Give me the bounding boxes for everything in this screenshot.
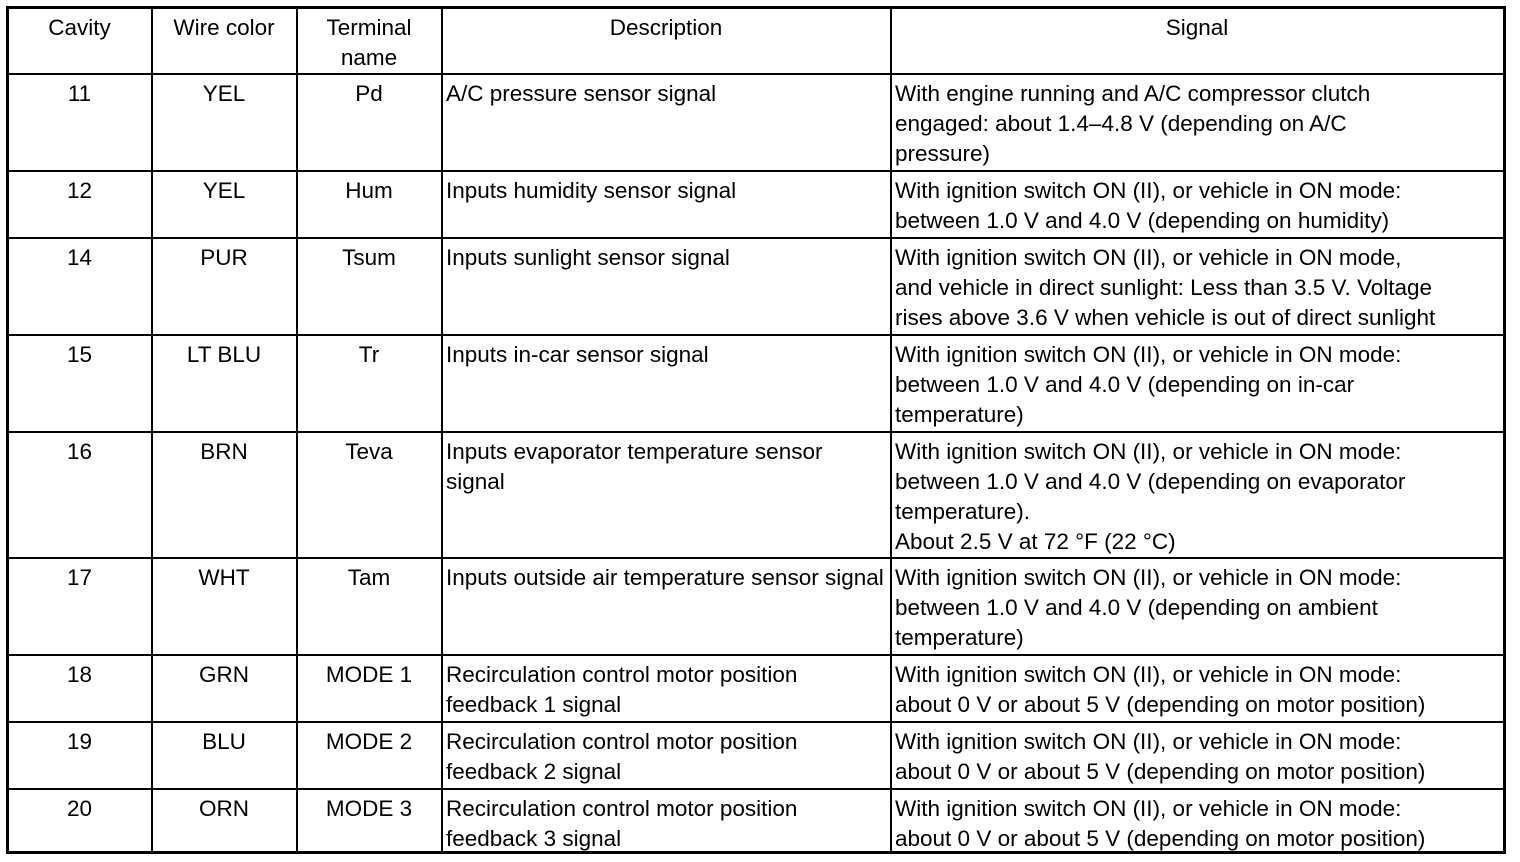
cell-terminal-name: MODE 2 — [298, 723, 443, 790]
cell-terminal-name: MODE 1 — [298, 656, 443, 723]
cell-terminal-name: Pd — [298, 75, 443, 172]
header-description: Description — [443, 9, 892, 75]
cell-cavity: 16 — [9, 433, 153, 559]
cell-cavity: 20 — [9, 790, 153, 851]
cell-cavity: 18 — [9, 656, 153, 723]
cell-description: A/C pressure sensor signal — [443, 75, 892, 172]
header-terminal-name-line-2: name — [340, 45, 398, 70]
cell-cavity: 17 — [9, 559, 153, 656]
signal-line: between 1.0 V and 4.0 V (depending on humidity) — [895, 208, 1390, 233]
cell-signal — [892, 172, 1503, 239]
signal-line: temperature) — [895, 402, 1024, 427]
cell-cavity: 15 — [9, 336, 153, 433]
signal-line: About 2.5 V at 72 °F (22 °C) — [895, 529, 1176, 554]
cell-terminal-name: Tr — [298, 336, 443, 433]
cell-terminal-name: Tsum — [298, 239, 443, 336]
signal-line: between 1.0 V and 4.0 V (depending on in-car — [895, 372, 1355, 397]
cell-description: Inputs humidity sensor signal — [443, 172, 892, 239]
signal-line: about 0 V or about 5 V (depending on motor position) — [895, 759, 1426, 784]
signal-line: pressure) — [895, 141, 991, 166]
cell-terminal-name: Hum — [298, 172, 443, 239]
cell-signal — [892, 559, 1503, 656]
cell-terminal-name: Teva — [298, 433, 443, 559]
cell-description: Recirculation control motor position feedback 3 signal — [443, 790, 892, 851]
signal-line: With ignition switch ON (II), or vehicle in ON mode: — [895, 662, 1402, 687]
cell-description: Inputs outside air temperature sensor signal — [443, 559, 892, 656]
cell-wire-color: LT BLU — [153, 336, 298, 433]
signal-line: engaged: about 1.4–4.8 V (depending on A/C — [895, 111, 1347, 136]
cell-description: Inputs sunlight sensor signal — [443, 239, 892, 336]
cell-terminal-name: MODE 3 — [298, 790, 443, 851]
cell-description: Inputs in-car sensor signal — [443, 336, 892, 433]
header-cavity: Cavity — [9, 9, 153, 75]
signal-line: With ignition switch ON (II), or vehicle in ON mode: — [895, 342, 1402, 367]
cell-wire-color: BRN — [153, 433, 298, 559]
cell-signal — [892, 656, 1503, 723]
signal-line: With ignition switch ON (II), or vehicle in ON mode: — [895, 796, 1402, 821]
cell-signal — [892, 75, 1503, 172]
cell-signal — [892, 336, 1503, 433]
cell-signal — [892, 239, 1503, 336]
signal-line: between 1.0 V and 4.0 V (depending on ambient — [895, 595, 1378, 620]
cell-wire-color: YEL — [153, 75, 298, 172]
cell-signal — [892, 790, 1503, 851]
signal-line: about 0 V or about 5 V (depending on motor position) — [895, 826, 1426, 851]
signal-line: rises above 3.6 V when vehicle is out of direct sunlight — [895, 305, 1436, 330]
signal-line: about 0 V or about 5 V (depending on motor position) — [895, 692, 1426, 717]
header-wire-color: Wire color — [153, 9, 298, 75]
signal-line: With ignition switch ON (II), or vehicle in ON mode: — [895, 178, 1402, 203]
header-signal: Signal — [892, 9, 1503, 75]
cell-description: Inputs evaporator temperature sensor signal — [443, 433, 892, 559]
signal-line: With ignition switch ON (II), or vehicle in ON mode: — [895, 729, 1402, 754]
cell-signal — [892, 723, 1503, 790]
signal-line: With engine running and A/C compressor clutch — [895, 81, 1371, 106]
cell-wire-color: GRN — [153, 656, 298, 723]
cell-wire-color: YEL — [153, 172, 298, 239]
cell-wire-color: PUR — [153, 239, 298, 336]
cell-wire-color: WHT — [153, 559, 298, 656]
signal-line: With ignition switch ON (II), or vehicle in ON mode: — [895, 439, 1402, 464]
signal-line: With ignition switch ON (II), or vehicle in ON mode: — [895, 565, 1402, 590]
header-terminal-name-line-1: Terminal — [326, 15, 412, 40]
cell-wire-color: ORN — [153, 790, 298, 851]
signal-line: temperature). — [895, 499, 1031, 524]
cell-description: Recirculation control motor position feedback 2 signal — [443, 723, 892, 790]
cell-cavity: 12 — [9, 172, 153, 239]
signal-line: between 1.0 V and 4.0 V (depending on evaporator — [895, 469, 1406, 494]
signal-line: temperature) — [895, 625, 1024, 650]
signal-line: and vehicle in direct sunlight: Less than 3.5 V. Voltage — [895, 275, 1433, 300]
header-terminal-name — [298, 9, 443, 75]
cell-description: Recirculation control motor position feedback 1 signal — [443, 656, 892, 723]
cell-cavity: 11 — [9, 75, 153, 172]
cell-signal — [892, 433, 1503, 559]
signal-line: With ignition switch ON (II), or vehicle in ON mode, — [895, 245, 1402, 270]
cell-terminal-name: Tam — [298, 559, 443, 656]
cell-cavity: 14 — [9, 239, 153, 336]
cell-wire-color: BLU — [153, 723, 298, 790]
terminal-table — [6, 6, 1506, 854]
cell-cavity: 19 — [9, 723, 153, 790]
